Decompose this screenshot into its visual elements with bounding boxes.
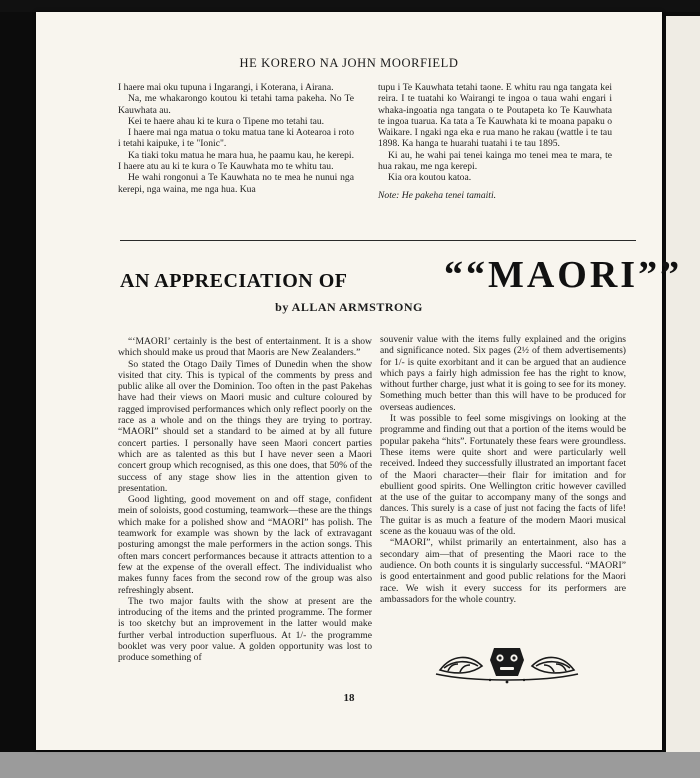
korero-paragraph: I haere mai oku tupuna i Ingarangi, i Koterana, i Airana. — [118, 82, 334, 93]
article-paragraph: The two major faults with the show at present are the introducing of the items and the printed programme. The former is too sketchy but an improvement in the latter would make further verbal introduction superfluous. At 1/- the programme booklet was very poor value. A golden opportunity was lost to produce something of — [118, 595, 372, 664]
article-byline: by ALLAN ARMSTRONG — [275, 300, 423, 314]
korero-header: HE KORERO NA JOHN MOORFIELD — [239, 56, 459, 70]
article-paragraph: Good lighting, good movement on and off stage, confident mein of soloists, good costuming, teamwork—these are the things which make for a polished show and “MAORI” has polish. The teamwork for example was shown by the lack of extravagant posturing amongst the male performers in the action songs. This often mars concert performances because it attracts attention to a few at the expense of the overall effect. The individualist who makes funny faces from the second row of the group was also refreshingly absent. — [118, 494, 372, 596]
article-paragraph: souvenir value with the items fully explained and the origins and significance noted. Six pages (2½ of them advertisements) for 1/- is quite exorbitant and it can be argued that an audience which pays a fairly high admission fee has the right to know, without further charge, just what it is going to see for its money. Something much better than this will have to be produced for overseas audiences. — [380, 334, 626, 413]
korero-note: Note: He pakeha tenei tamaiti. — [378, 189, 497, 201]
korero-paragraph: Kia ora koutou katoa. — [388, 172, 472, 184]
article-title-prefix: AN APPRECIATION OF — [120, 270, 348, 292]
korero-paragraph: Kei te haere ahau ki te kura o Tipene mo tetahi tau. — [128, 115, 325, 127]
scan-top-shadow — [0, 0, 700, 12]
korero-left-column — [118, 82, 354, 195]
article-paragraph: So stated the Otago Daily Times of Dunedin when the show visited that city. This is typical of the comments by press and public alike all over the Dominion. Too often in the past Pakehas have had their views on Maori music and culture coloured by ragged improvised performances which only reflect poorly on the race as a whole and on the things they are trying to portray. “MAORI” should set a standard to be aimed at by all future concert parties. I personally have seen Maori concert parties which are as talented as this but I have never seen a Maori concert group which recognised, as this one does, that 50% of the success of any stage show lies in the attention given to presentation. — [118, 358, 372, 494]
page-number: 18 — [343, 692, 355, 704]
korero-paragraph: I haere mai nga matua o toku matua tane ki Aotearoa i roto i tetahi kaipuke, i te "Ionic". — [118, 127, 354, 150]
korero-right-column — [378, 82, 612, 201]
korero-paragraph: He wahi rongonui a Te Kauwhata no te mea he nunui nga kerepi, nga waina, me nga hua. Kua — [118, 172, 354, 195]
article-title — [120, 250, 683, 296]
scan-bottom-strip — [0, 752, 700, 778]
article-right-column — [380, 334, 626, 605]
magazine-page — [36, 12, 683, 750]
article-paragraph: “MAORI”, whilst primarily an entertainment, also has a secondary aim—that of presenting the Maori race to the audience. On both counts it is singularly successful. “MAORI” is good entertainment and good public relations for the Maori race. We wish it every success for its performers are ambassadors for the whole country. — [380, 537, 626, 605]
article-paragraph: “‘MAORI’ certainly is the best of entertainment. It is a show which should make us proud that Maoris are New Zealanders.” — [118, 336, 372, 359]
adjacent-page-edge — [666, 16, 700, 754]
article-left-column — [118, 336, 372, 664]
article-paragraph: It was possible to feel some misgivings on looking at the programme and finding out that a portion of the items would be popular pakeha “hits”. Fortunately these fears were groundless. These items were quite short and were particularly well received. Indeed they successfully illustrated an important facet of the Maori character—their flair for imitation and for ebullient good spirits. One Wellington critic however cavilled at the use of the guitar to accompany many of the songs and dances. This surely is a case of just not facing the facts of life! The guitar is as much a feature of the modern Maori musical scene as the kouauu was of the old. — [380, 413, 626, 538]
section-divider — [120, 240, 636, 241]
korero-paragraph: Na, me whakarongo koutou ki tetahi tama pakeha. No Te Kauwhata au. — [118, 93, 354, 116]
maori-carving-ornament-icon — [432, 640, 582, 686]
korero-paragraph: tupu i Te Kauwhata tetahi taone. E whitu rau nga tangata kei reira. I te tuatahi ko Wairangi te ingoa o taua wahi engari i whaka-ingoatia nga tangata o te Poutapeta ko Te Kauwhata te ingoa tuarua. Ka tata a Te Kauwhata ki te moana papaku o Waikare. I ngaki nga eka e rua mano he rakau (wattle i te tau 1898. Ka hanga te huarahi tuatahi i te tau 1895. — [378, 82, 612, 150]
korero-paragraph: Ka tiaki toku matua he mara hua, he paamu kau, he kerepi. I haere atu au ki te kura o Te Kauwhata mo te whitu tau. — [118, 149, 354, 173]
korero-paragraph: Ki au, he wahi pai tenei kainga mo tenei mea te mara, te hua rakau, me nga kerepi. — [378, 149, 612, 173]
article-title-main: ““MAORI”” — [444, 254, 683, 296]
